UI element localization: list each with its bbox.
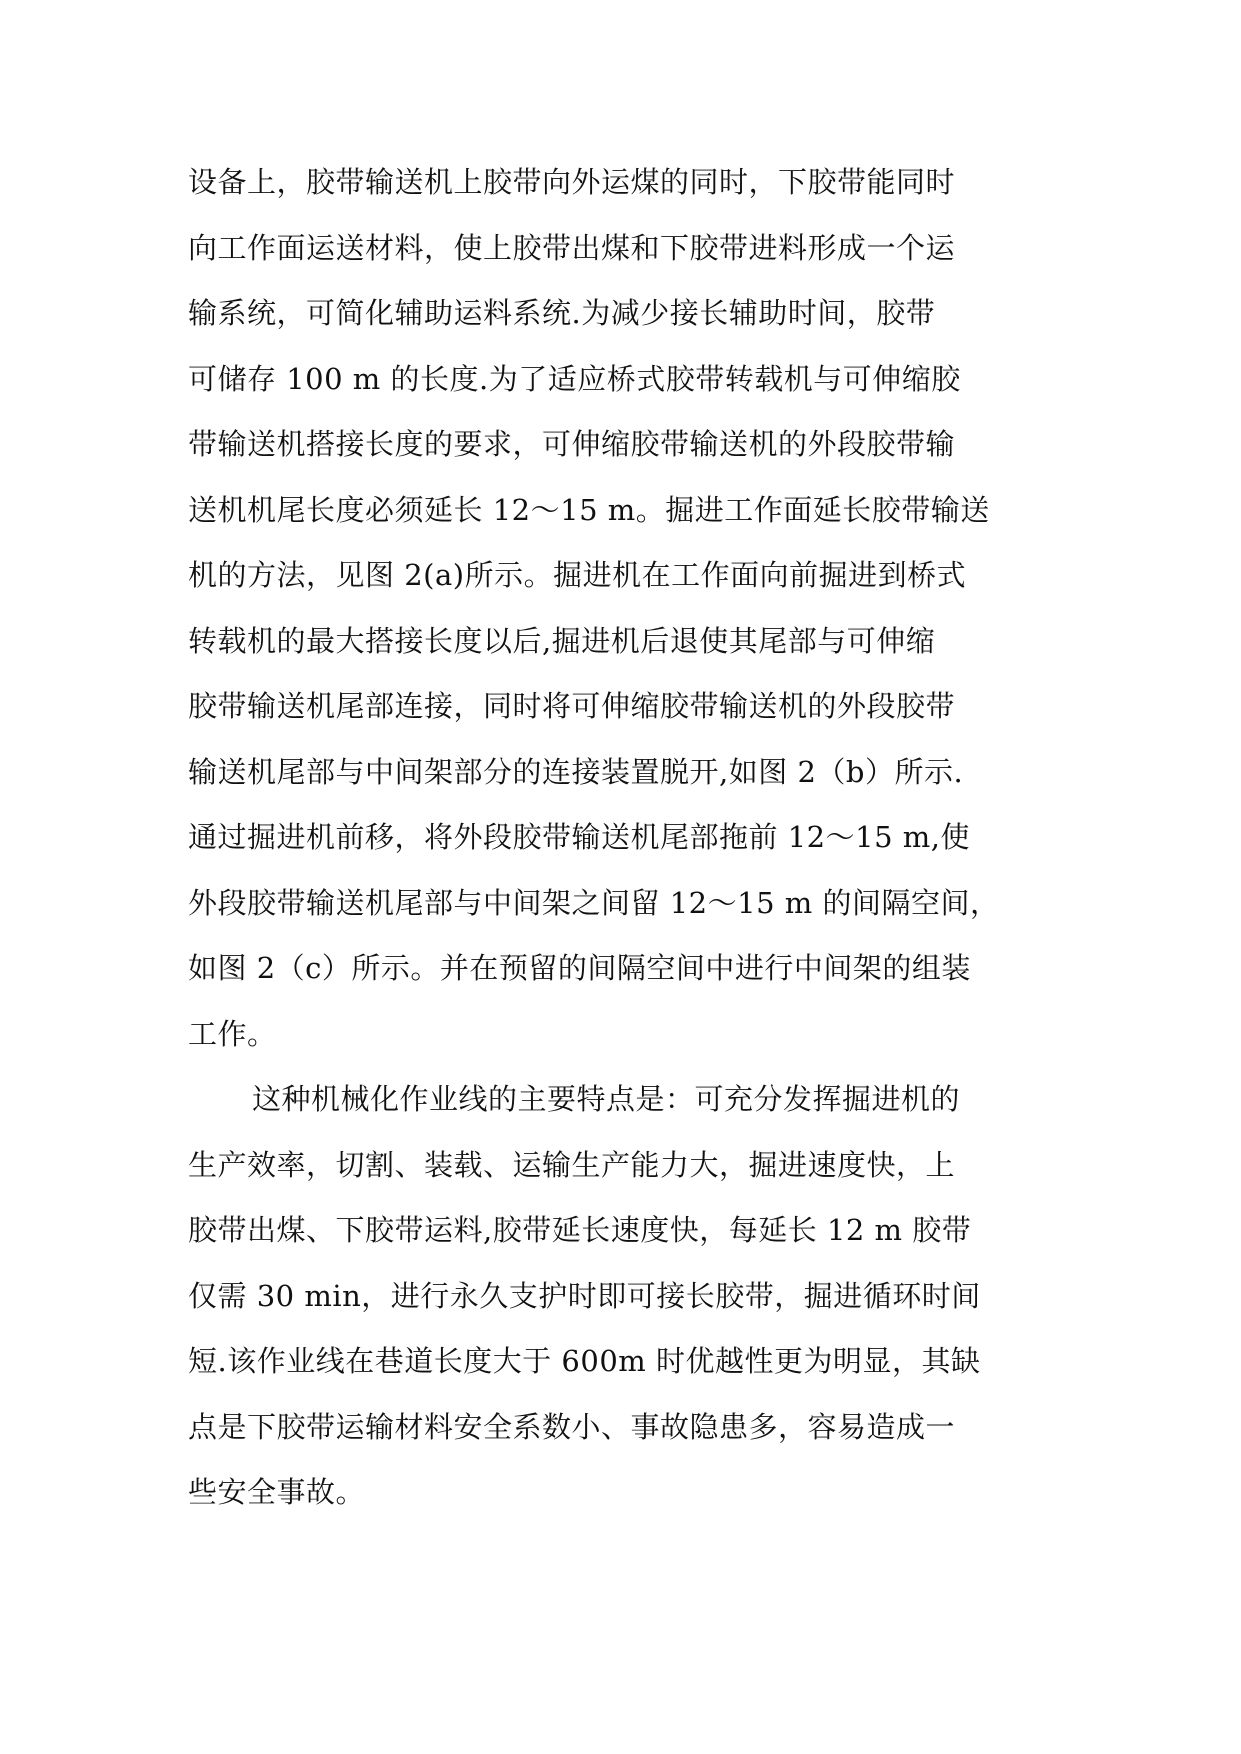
text-line: 外段胶带输送机尾部与中间架之间留 12～15 m 的间隔空间， — [188, 885, 1000, 920]
text-line: 输送机尾部与中间架部分的连接装置脱开,如图 2（b）所示. — [188, 754, 964, 789]
text-line: 胶带输送机尾部连接，同时将可伸缩胶带输送机的外段胶带 — [188, 689, 956, 723]
text-line: 仅需 30 min，进行永久支护时即可接长胶带，掘进循环时间 — [188, 1278, 981, 1313]
text-line: 送机机尾长度必须延长 12～15 m。掘进工作面延长胶带输送 — [188, 492, 990, 527]
text-line: 通过掘进机前移，将外段胶带输送机尾部拖前 12～15 m,使 — [188, 820, 970, 854]
text-line: 机的方法，见图 2(a)所示。掘进机在工作面向前掘进到桥式 — [188, 558, 967, 592]
text-line: 如图 2（c）所示。并在预留的间隔空间中进行中间架的组装 — [188, 951, 971, 985]
text-line: 设备上，胶带输送机上胶带向外运煤的同时，下胶带能同时 — [188, 165, 956, 199]
text-line: 可储存 100 m 的长度.为了适应桥式胶带转载机与可伸缩胶 — [188, 361, 961, 396]
text-line: 这种机械化作业线的主要特点是：可充分发挥掘进机的 — [252, 1082, 961, 1116]
paragraph-2 — [188, 1067, 1068, 1526]
body-text — [188, 150, 1068, 1526]
paragraph-1 — [188, 150, 1068, 1067]
text-line: 胶带出煤、下胶带运料,胶带延长速度快，每延长 12 m 胶带 — [188, 1213, 972, 1247]
text-line: 转载机的最大搭接长度以后,掘进机后退使其尾部与可伸缩 — [188, 623, 936, 658]
text-line: 带输送机搭接长度的要求，可伸缩胶带输送机的外段胶带输 — [188, 427, 956, 461]
text-line: 点是下胶带运输材料安全系数小、事故隐患多，容易造成一 — [188, 1409, 956, 1444]
text-line: 短.该作业线在巷道长度大于 600m 时优越性更为明显，其缺 — [188, 1344, 981, 1378]
text-line: 输系统，可简化辅助运料系统.为减少接长辅助时间，胶带 — [188, 296, 936, 330]
text-line: 生产效率，切割、装载、运输生产能力大，掘进速度快，上 — [188, 1147, 956, 1182]
text-line: 工作。 — [188, 1016, 277, 1051]
text-line: 些安全事故。 — [188, 1475, 366, 1509]
text-line: 向工作面运送材料，使上胶带出煤和下胶带进料形成一个运 — [188, 230, 956, 265]
